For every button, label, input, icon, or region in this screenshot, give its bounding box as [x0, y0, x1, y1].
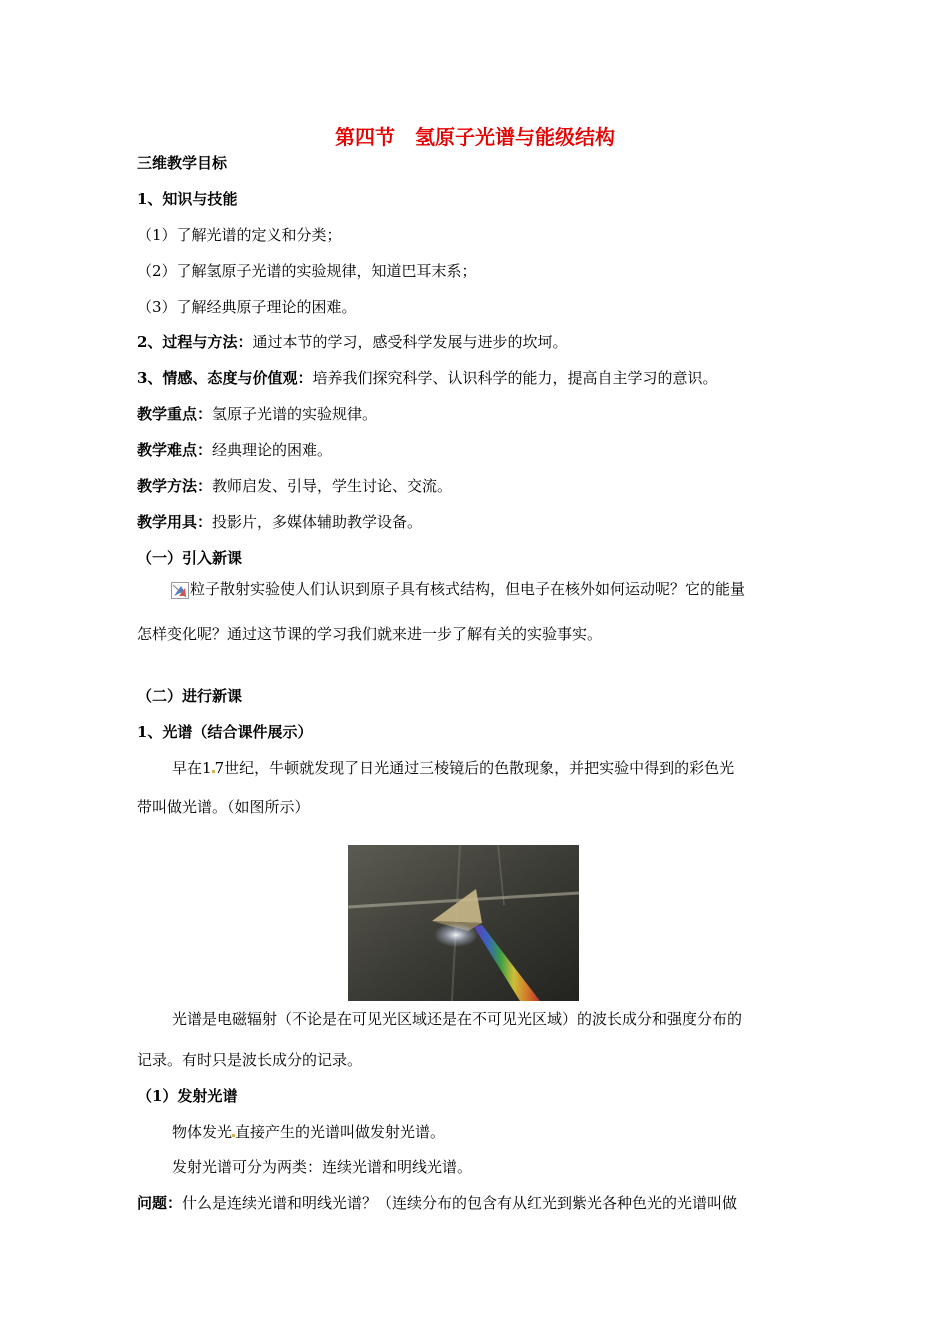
knowledge-item-1: （1）了解光谱的定义和分类； — [137, 226, 342, 244]
question-text: 什么是连续光谱和明线光谱？（连续分布的包含有从红光到紫光各种色光的光谱叫做 — [182, 1194, 738, 1212]
para1-seg-d: 世纪，牛顿就发现了日光通过三棱镜后的色散现象，并把实验中得到的彩色光 — [224, 759, 735, 777]
alpha-particle-icon — [171, 582, 189, 599]
emotion-line — [137, 368, 717, 388]
para1-seg-c: 7 — [214, 759, 225, 777]
para1-line-1 — [172, 758, 734, 778]
emotion-text: 培养我们探究科学、认识科学的能力，提高自主学习的意识。 — [312, 369, 718, 387]
intro-heading: （一）引入新课 — [137, 549, 243, 567]
page-title: 第四节 氢原子光谱与能级结构 — [335, 125, 615, 149]
emission-seg-b: 直接产生的光谱叫做发射光谱。 — [235, 1123, 446, 1141]
emission-line-2: 发射光谱可分为两类：连续光谱和明线光谱。 — [172, 1158, 473, 1176]
tools-label: 教学用具： — [137, 513, 213, 531]
emission-spectrum-heading: （1）发射光谱 — [137, 1087, 238, 1105]
key-point-label: 教学重点： — [137, 405, 213, 423]
difficulty-text: 经典理论的困难。 — [212, 441, 333, 459]
new-lesson-heading: （二）进行新课 — [137, 687, 243, 705]
key-point-line — [137, 404, 377, 424]
para1-seg-a: 早在 — [172, 759, 203, 777]
para1-line-2: 带叫做光谱。（如图所示） — [137, 798, 310, 816]
knowledge-item-3: （3）了解经典原子理论的困难。 — [137, 298, 357, 316]
knowledge-item-2: （2）了解氢原子光谱的实验规律，知道巴耳末系； — [137, 262, 477, 280]
process-text: 通过本节的学习，感受科学发展与进步的坎坷。 — [252, 333, 568, 351]
process-line — [137, 332, 567, 352]
key-point-text: 氢原子光谱的实验规律。 — [212, 405, 378, 423]
method-label: 教学方法： — [137, 477, 213, 495]
prism-dispersion-photo — [348, 845, 579, 1001]
para2-line-1: 光谱是电磁辐射（不论是在可见光区域还是在不可见光区域）的波长成分和强度分布的 — [172, 1010, 743, 1028]
knowledge-heading: 1、知识与技能 — [137, 190, 238, 208]
tools-text: 投影片，多媒体辅助教学设备。 — [212, 513, 423, 531]
intro-line-2: 怎样变化呢？通过这节课的学习我们就来进一步了解有关的实验事实。 — [137, 625, 603, 643]
difficulty-line — [137, 440, 332, 460]
method-line — [137, 476, 452, 496]
question-line — [137, 1193, 737, 1213]
difficulty-label: 教学难点： — [137, 441, 213, 459]
para2-line-2: 记录。有时只是波长成分的记录。 — [137, 1051, 363, 1069]
emotion-label: 3、情感、态度与价值观： — [137, 369, 313, 387]
objectives-heading: 三维教学目标 — [137, 154, 228, 172]
emission-seg-a: 物体发光 — [172, 1123, 233, 1141]
process-label: 2、过程与方法： — [137, 333, 253, 351]
tools-line — [137, 512, 422, 532]
intro-line-1: 粒子散射实验使人们认识到原子具有核式结构，但电子在核外如何运动呢？它的能量 — [190, 580, 746, 598]
question-label: 问题： — [137, 1194, 183, 1212]
method-text: 教师启发、引导，学生讨论、交流。 — [212, 477, 453, 495]
emission-line-1 — [172, 1122, 445, 1142]
section-spectrum-heading: 1、光谱（结合课件展示） — [137, 723, 313, 741]
para1-seg-b: 1 — [202, 759, 212, 777]
